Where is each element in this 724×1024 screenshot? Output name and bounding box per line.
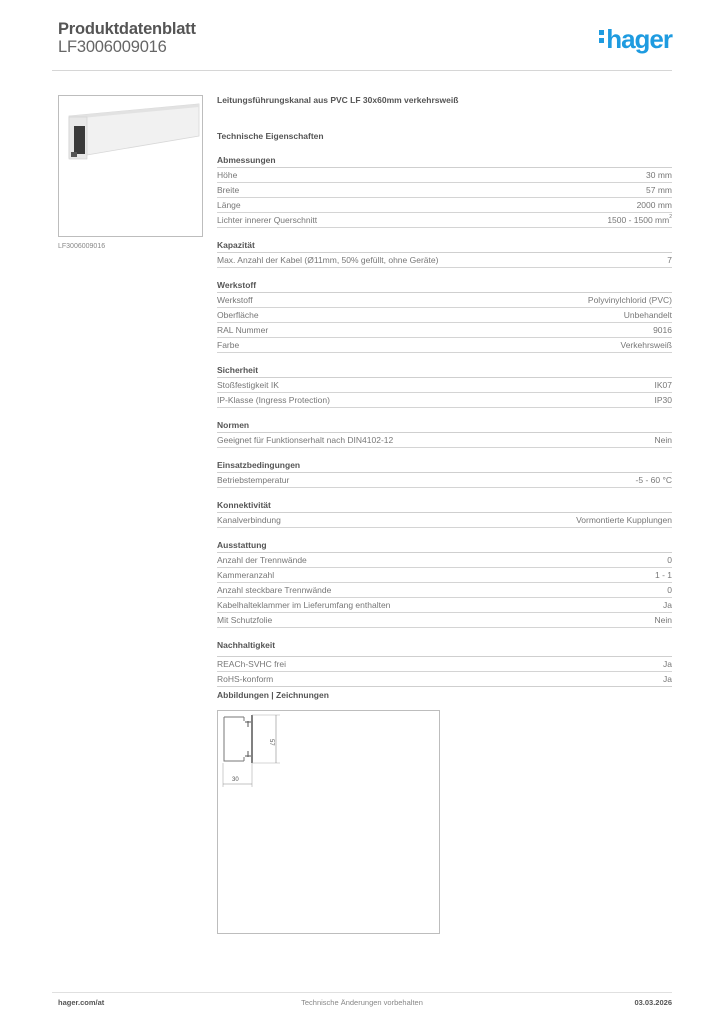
footer-date: 03.03.2026 [634,998,672,1007]
row-label: REACh-SVHC frei [217,659,286,669]
row-value: IP30 [654,395,672,405]
row-value: 0 [667,555,672,565]
row-value: Ja [663,674,672,684]
row-label: Mit Schutzfolie [217,615,273,625]
table-row [217,657,672,672]
table-row [217,253,672,268]
table-row [217,598,672,613]
section-sicherheit [217,365,672,408]
page-title: Produktdatenblatt [58,20,196,38]
row-value: 0 [667,585,672,595]
row-label: Anzahl steckbare Trennwände [217,585,332,595]
row-value: 30 mm [646,170,672,180]
row-label: Werkstoff [217,295,253,305]
table-row [217,198,672,213]
section-ausstattung [217,540,672,628]
row-label: Geeignet für Funktionserhalt nach DIN4102-12 [217,435,394,445]
footer-notice: Technische Änderungen vorbehalten [301,998,423,1007]
row-value: Nein [654,615,672,625]
table-row [217,393,672,408]
section-title: Nachhaltigkeit [217,640,672,657]
row-label: RAL Nummer [217,325,269,335]
table-row [217,293,672,308]
section-kapazitaet [217,240,672,268]
section-title: Kapazität [217,240,672,253]
height-dimension-label: 57 [268,739,274,746]
row-label: Kanalverbindung [217,515,281,525]
drawings-title: Abbildungen | Zeichnungen [217,690,329,700]
table-row [217,568,672,583]
table-row [217,168,672,183]
table-row [217,378,672,393]
row-value: Verkehrsweiß [620,340,672,350]
row-value: 57 mm [646,185,672,195]
header-divider [52,70,672,71]
tech-properties-title: Technische Eigenschaften [217,131,324,141]
article-number: LF3006009016 [58,38,167,56]
row-label: Kabelhalteklammer im Lieferumfang enthalten [217,600,391,610]
row-value: 9016 [653,325,672,335]
row-label: Lichter innerer Querschnitt [217,215,318,225]
cable-duct-image-icon [59,96,202,236]
section-werkstoff [217,280,672,353]
section-title: Einsatzbedingungen [217,460,672,473]
row-label: Anzahl der Trennwände [217,555,307,565]
main-content [217,95,672,699]
table-row [217,433,672,448]
row-label: Betriebstemperatur [217,475,290,485]
section-konnektivitaet [217,500,672,528]
table-row [217,183,672,198]
cross-section-drawing-icon [218,711,439,933]
table-row [217,308,672,323]
section-title: Ausstattung [217,540,672,553]
row-label: Höhe [217,170,238,180]
row-value: Ja [663,600,672,610]
table-row [217,672,672,687]
row-label: IP-Klasse (Ingress Protection) [217,395,330,405]
technical-drawing [217,710,440,934]
table-row [217,513,672,528]
row-value: 1 - 1 [654,570,672,580]
row-label: Länge [217,200,241,210]
section-title: Werkstoff [217,280,672,293]
row-label: Oberfläche [217,310,259,320]
table-row [217,473,672,488]
row-label: Kammeranzahl [217,570,275,580]
row-label: Max. Anzahl der Kabel (Ø11mm, 50% gefüllt, ohne Geräte) [217,255,439,265]
footer-divider [52,992,672,993]
section-title: Konnektivität [217,500,672,513]
row-label: Stoßfestigkeit IK [217,380,279,390]
table-row [217,323,672,338]
row-value: Polyvinylchlorid (PVC) [587,295,672,305]
logo-text: hager [606,24,672,54]
row-value: Unbehandelt [623,310,672,320]
hager-logo [599,24,672,55]
table-row [217,613,672,628]
row-label: Breite [217,185,240,195]
section-title: Sicherheit [217,365,672,378]
row-value: Vormontierte Kupplungen [576,515,672,525]
row-value: IK07 [654,380,672,390]
section-nachhaltigkeit [217,640,672,687]
row-value [607,213,672,227]
product-image [58,95,203,237]
row-value: Ja [663,659,672,669]
row-label: RoHS-konform [217,674,274,684]
section-einsatzbedingungen [217,460,672,488]
section-title: Normen [217,420,672,433]
table-row [217,553,672,568]
row-value: 7 [667,255,672,265]
row-value: -5 - 60 °C [635,475,672,485]
section-normen [217,420,672,448]
row-value: 2000 mm [636,200,672,210]
product-image-caption: LF3006009016 [58,243,106,250]
row-value-text: 1500 - 1500 mm [607,215,670,225]
section-title: Abmessungen [217,155,672,168]
section-abmessungen [217,155,672,228]
table-row [217,583,672,598]
width-dimension-label: 30 [232,777,239,783]
logo-dots-icon [599,27,605,46]
table-row [217,213,672,228]
row-value: Nein [654,435,672,445]
row-value-superscript: 2 [669,214,672,220]
row-label: Farbe [217,340,240,350]
footer-website-link[interactable]: hager.com/at [58,998,105,1007]
product-title: Leitungsführungskanal aus PVC LF 30x60mm verkehrsweiß [217,95,459,105]
table-row [217,338,672,353]
